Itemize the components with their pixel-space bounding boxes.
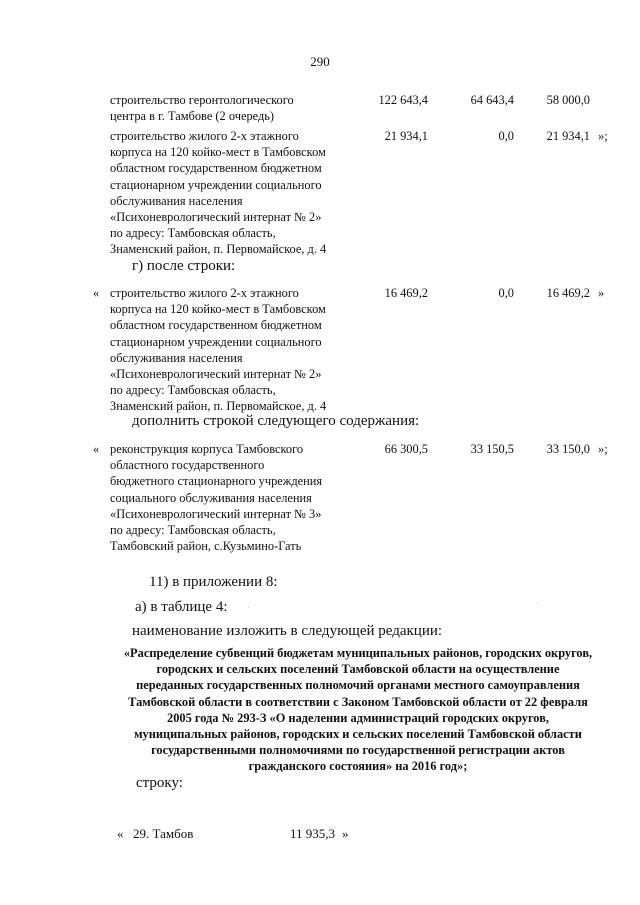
heading-line: «Распределение субвенций бюджетам муниципальных районов, городских округов, [123,646,593,660]
instruction-name: наименование изложить в следующей редакции: [132,623,443,639]
row-value-regional: 33 150,0 [546,442,590,456]
heading-line: 2005 года № 293-З «О наделении администраций городских округов, [167,710,549,725]
row-value-federal: 33 150,5 [470,442,514,456]
closing-quote: »; [598,129,608,143]
closing-quote: » [598,286,605,300]
row-value: 11 935,3 [290,826,336,841]
heading-line: Тамбовской области в соответствии с Законом Тамбовской области от 22 февраля [128,694,588,709]
heading-line: государственными полномочиями по государственной регистрации актов [151,743,565,758]
row-description: реконструкция корпуса Тамбовского областного государственного бюджетного стационарного учреждения социального обслуживания населения «Психоневрологический интернат № 3» по адресу: Тамбовская область, Тамбовский район, с.Кузьмино-Гать [110,442,323,554]
instruction-a: а) в таблице 4: [135,599,228,615]
row-value-federal: 64 643,4 [470,93,514,107]
row-description: строительство жилого 2-х этажного корпуса на 120 койко-мест в Тамбовском областном государственном бюджетном стационарном учреждении социального обслуживания населения «Психоневрологический интернат № 2» по адресу: Тамбовская область, Знаменский район, п. Первомайское, д. 4 [110,286,327,414]
row-value-regional: 16 469,2 [546,286,590,300]
scan-speck [538,603,539,604]
heading-line: гражданского состояния» на 2016 год»; [248,759,468,774]
instruction-stroku: строку: [136,775,183,791]
closing-quote: »; [598,442,608,456]
row-label: 29. Тамбов [133,826,194,841]
heading-line: переданных государственных полномочий органами местного самоуправления [136,678,580,693]
closing-quote: » [342,826,349,841]
row-value-total: 21 934,1 [384,129,428,143]
opening-quote: « [93,442,100,456]
page-number: 290 [310,54,330,69]
opening-quote: « [93,286,100,300]
heading-line: городских и сельских поселений Тамбовской области на осуществление [156,662,560,677]
row-value-regional: 58 000,0 [546,93,590,107]
row-value-federal: 0,0 [498,286,514,300]
row-description: строительство геронтологического центра в г. Тамбове (2 очередь) [110,93,294,124]
row-value-federal: 0,0 [498,129,514,143]
row-value-regional: 21 934,1 [546,129,590,143]
instruction-11: 11) в приложении 8: [149,574,278,590]
instruction-add: дополнить строкой следующего содержания: [132,413,420,429]
scan-speck [248,607,249,608]
opening-quote: « [117,826,124,841]
heading-line: муниципальных районов, городских и сельских поселений Тамбовской области [134,727,582,742]
row-value-total: 66 300,5 [384,442,428,456]
instruction-g: г) после строки: [132,258,236,274]
row-description: строительство жилого 2-х этажного корпуса на 120 койко-мест в Тамбовском областном государственном бюджетном стационарном учреждении социального обслуживания населения «Психоневрологический интернат № 2» по адресу: Тамбовская область, Знаменский район, п. Первомайское, д. 4 [110,129,327,257]
row-value-total: 16 469,2 [384,286,428,300]
row-value-total: 122 643,4 [378,93,428,107]
table-heading [108,645,608,775]
